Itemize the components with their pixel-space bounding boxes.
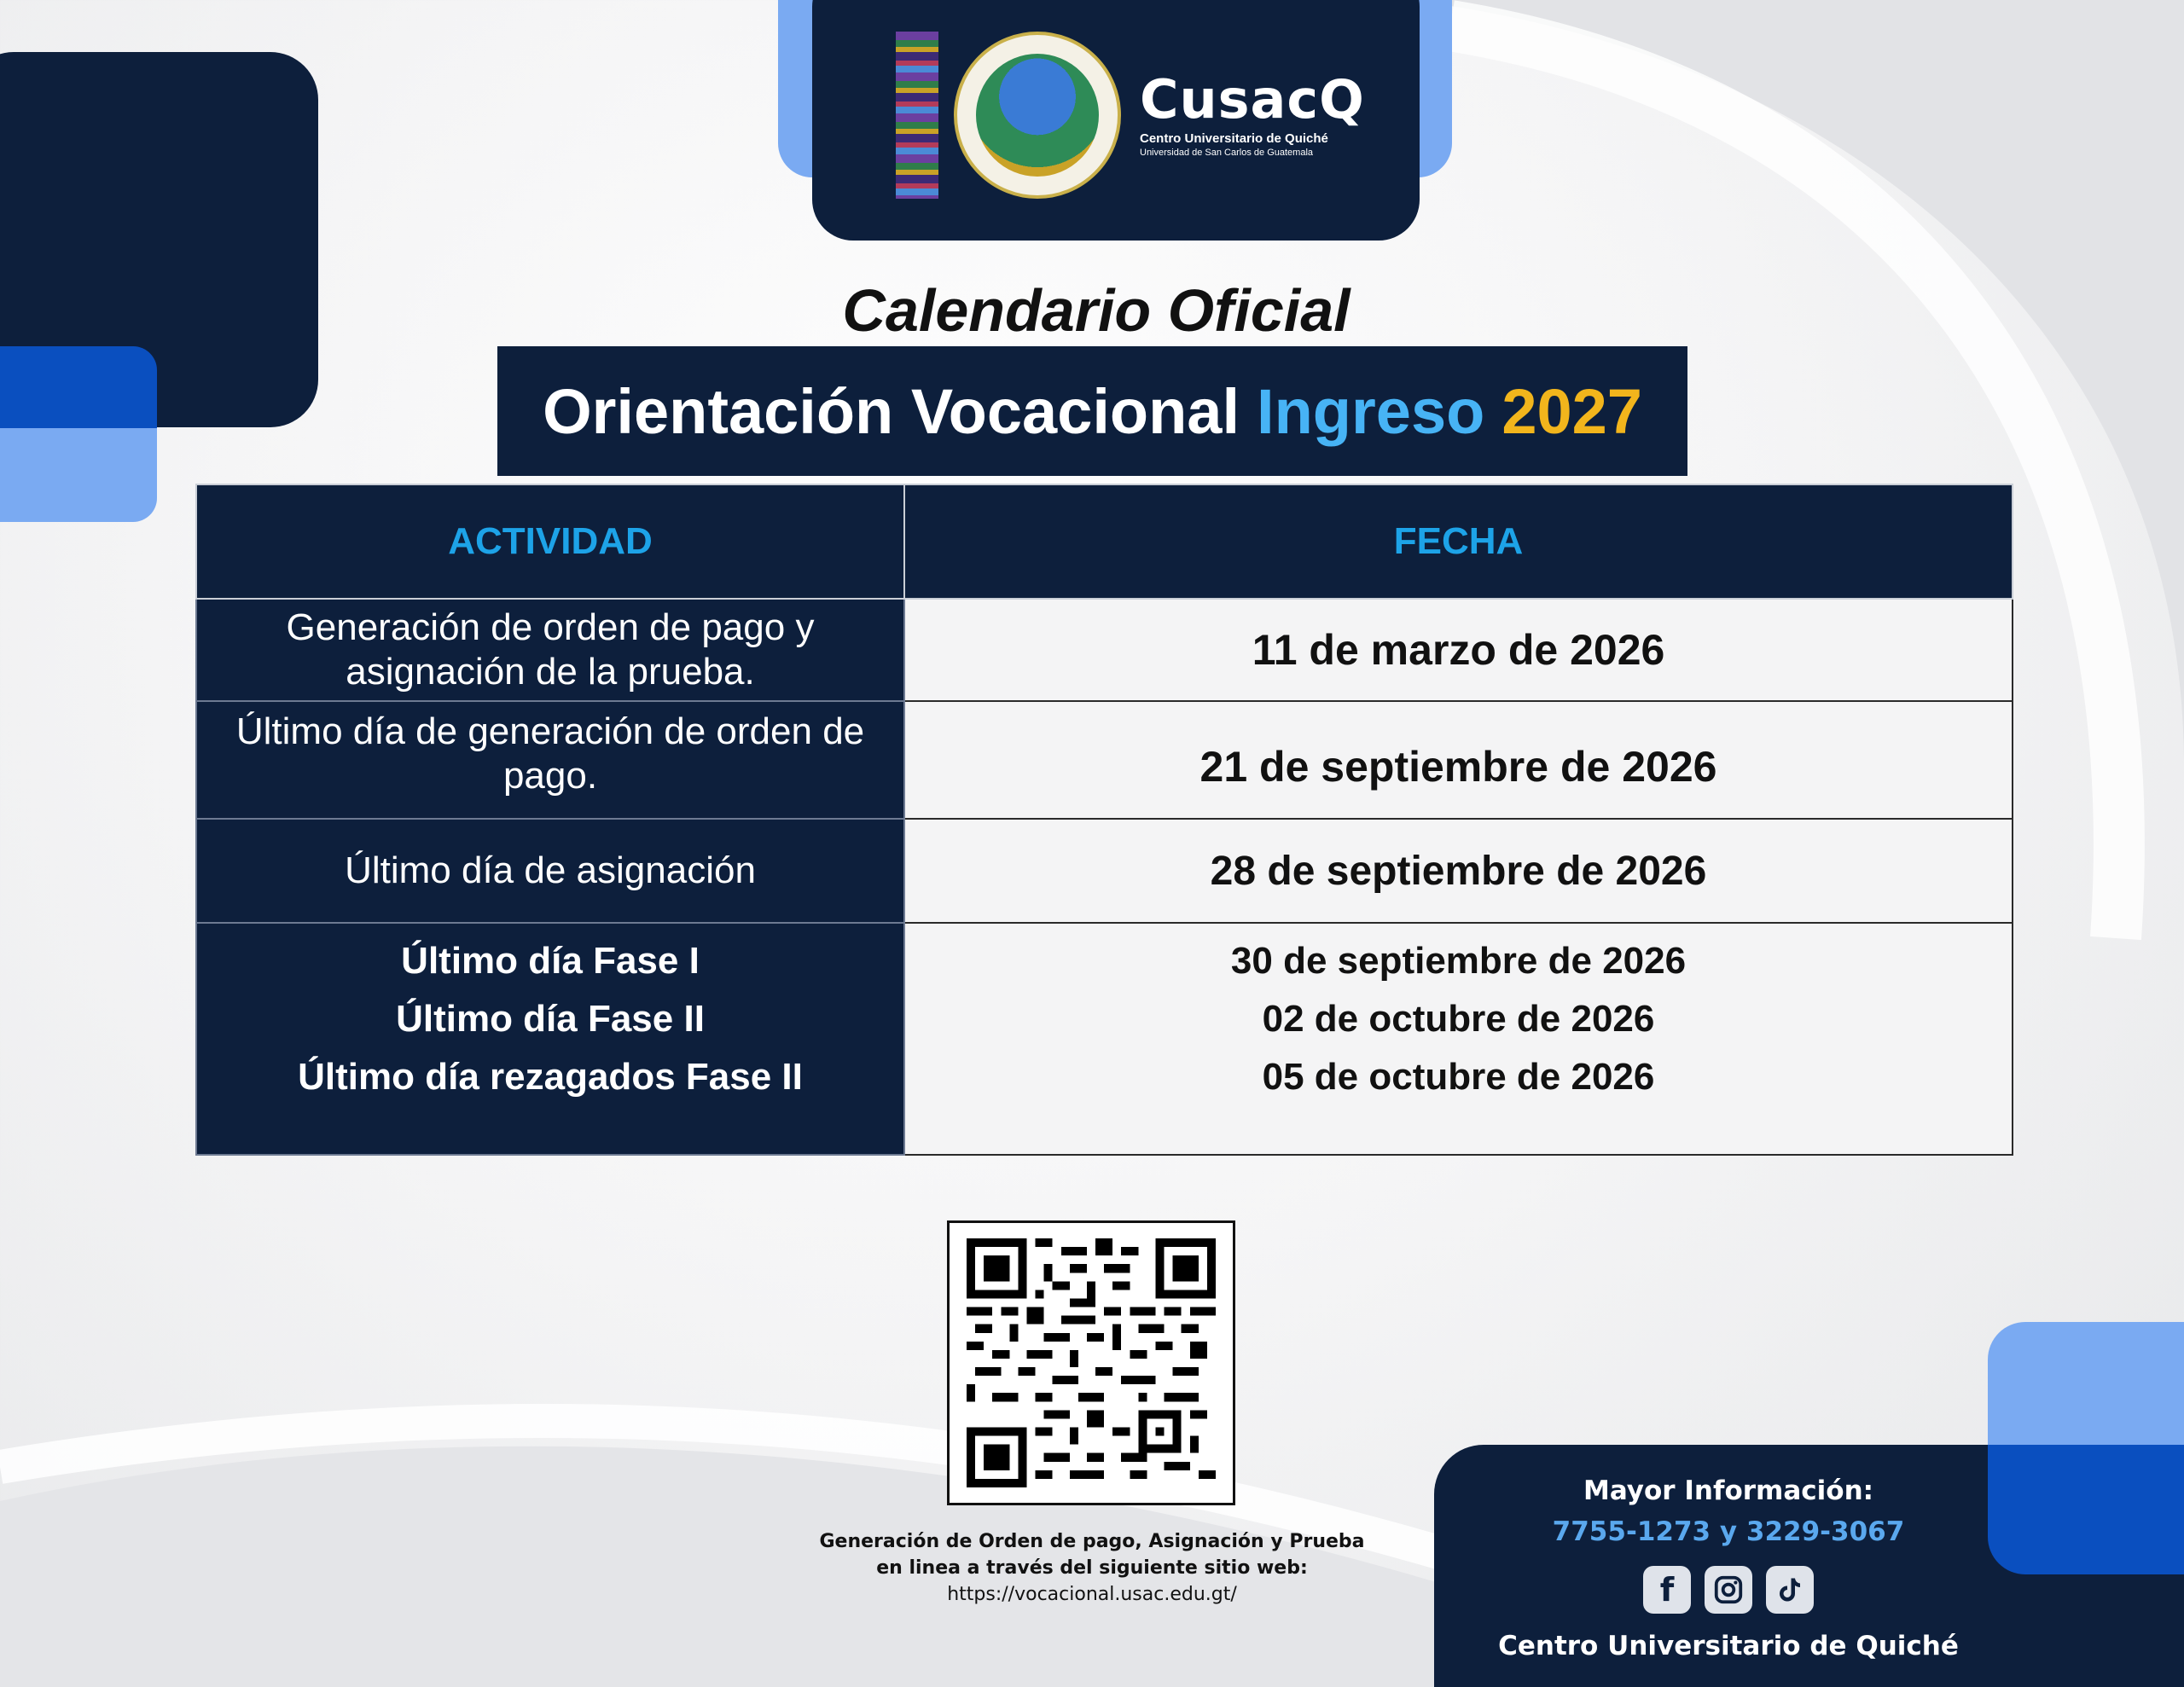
qr-caption-line1: Generación de Orden de pago, Asignación y Prueba (819, 1531, 1365, 1552)
qr-caption-line2: en linea a través del siguiente sitio web: (876, 1557, 1308, 1579)
phase-date: 05 de octubre de 2026 (1262, 1056, 1655, 1098)
banner-year: 2027 (1502, 375, 1642, 447)
website-link[interactable]: https://vocacional.usac.edu.gt/ (947, 1584, 1237, 1605)
banner-ingreso: Ingreso (1257, 375, 1485, 447)
phone-numbers: 7755-1273 y 3229-3067 (1552, 1516, 1905, 1547)
table-row (196, 701, 2013, 819)
phase-date: 30 de septiembre de 2026 (1230, 940, 1687, 982)
info-label: Mayor Información: (1583, 1475, 1874, 1506)
calendar-table (195, 484, 2013, 1156)
header-logos (896, 26, 1365, 205)
header-actividad: ACTIVIDAD (196, 484, 904, 599)
left-deco-lightblue-block (0, 428, 157, 522)
phase-activity: Último día rezagados Fase II (298, 1056, 803, 1098)
title-banner (497, 346, 1687, 476)
table-row-phases (196, 923, 2013, 1155)
textile-logo (896, 32, 938, 199)
instagram-icon[interactable] (1705, 1566, 1752, 1614)
table-row (196, 599, 2013, 701)
phase-activity: Último día Fase II (396, 998, 705, 1040)
table-row (196, 819, 2013, 923)
qr-code[interactable] (947, 1220, 1235, 1505)
phases-date-cell (904, 923, 2013, 1155)
qr-caption (802, 1528, 1382, 1608)
brand-name: CusacQ (1140, 67, 1365, 130)
social-icons (1434, 1566, 2023, 1614)
cusacq-logo (1140, 67, 1365, 158)
phase-date: 02 de octubre de 2026 (1262, 998, 1655, 1040)
date-cell: 21 de septiembre de 2026 (904, 701, 2013, 819)
date-cell: 11 de marzo de 2026 (904, 599, 2013, 701)
banner-text: Orientación Vocacional (543, 375, 1240, 447)
brand-subtitle: Centro Universitario de Quiché (1140, 130, 1328, 146)
activity-cell: Último día de asignación (196, 819, 904, 923)
left-deco-blue-block (0, 346, 157, 428)
page-title: Calendario Oficial (842, 277, 1350, 344)
brand-university: Universidad de San Carlos de Guatemala (1140, 147, 1314, 158)
header-fecha: FECHA (904, 484, 2013, 599)
tiktok-icon[interactable] (1766, 1566, 1814, 1614)
phases-activity-cell (196, 923, 904, 1155)
facebook-icon[interactable]: f (1643, 1566, 1691, 1614)
activity-cell: Último día de generación de orden de pago. (196, 701, 904, 819)
usac-seal-logo (954, 32, 1121, 199)
table-header-row (196, 484, 2013, 599)
center-name: Centro Universitario de Quiché (1498, 1631, 1959, 1661)
phase-activity: Último día Fase I (401, 940, 700, 982)
date-cell: 28 de septiembre de 2026 (904, 819, 2013, 923)
footer-contact (1434, 1475, 2023, 1661)
qr-code-icon (965, 1238, 1217, 1487)
activity-cell: Generación de orden de pago y asignación de la prueba. (196, 599, 904, 701)
